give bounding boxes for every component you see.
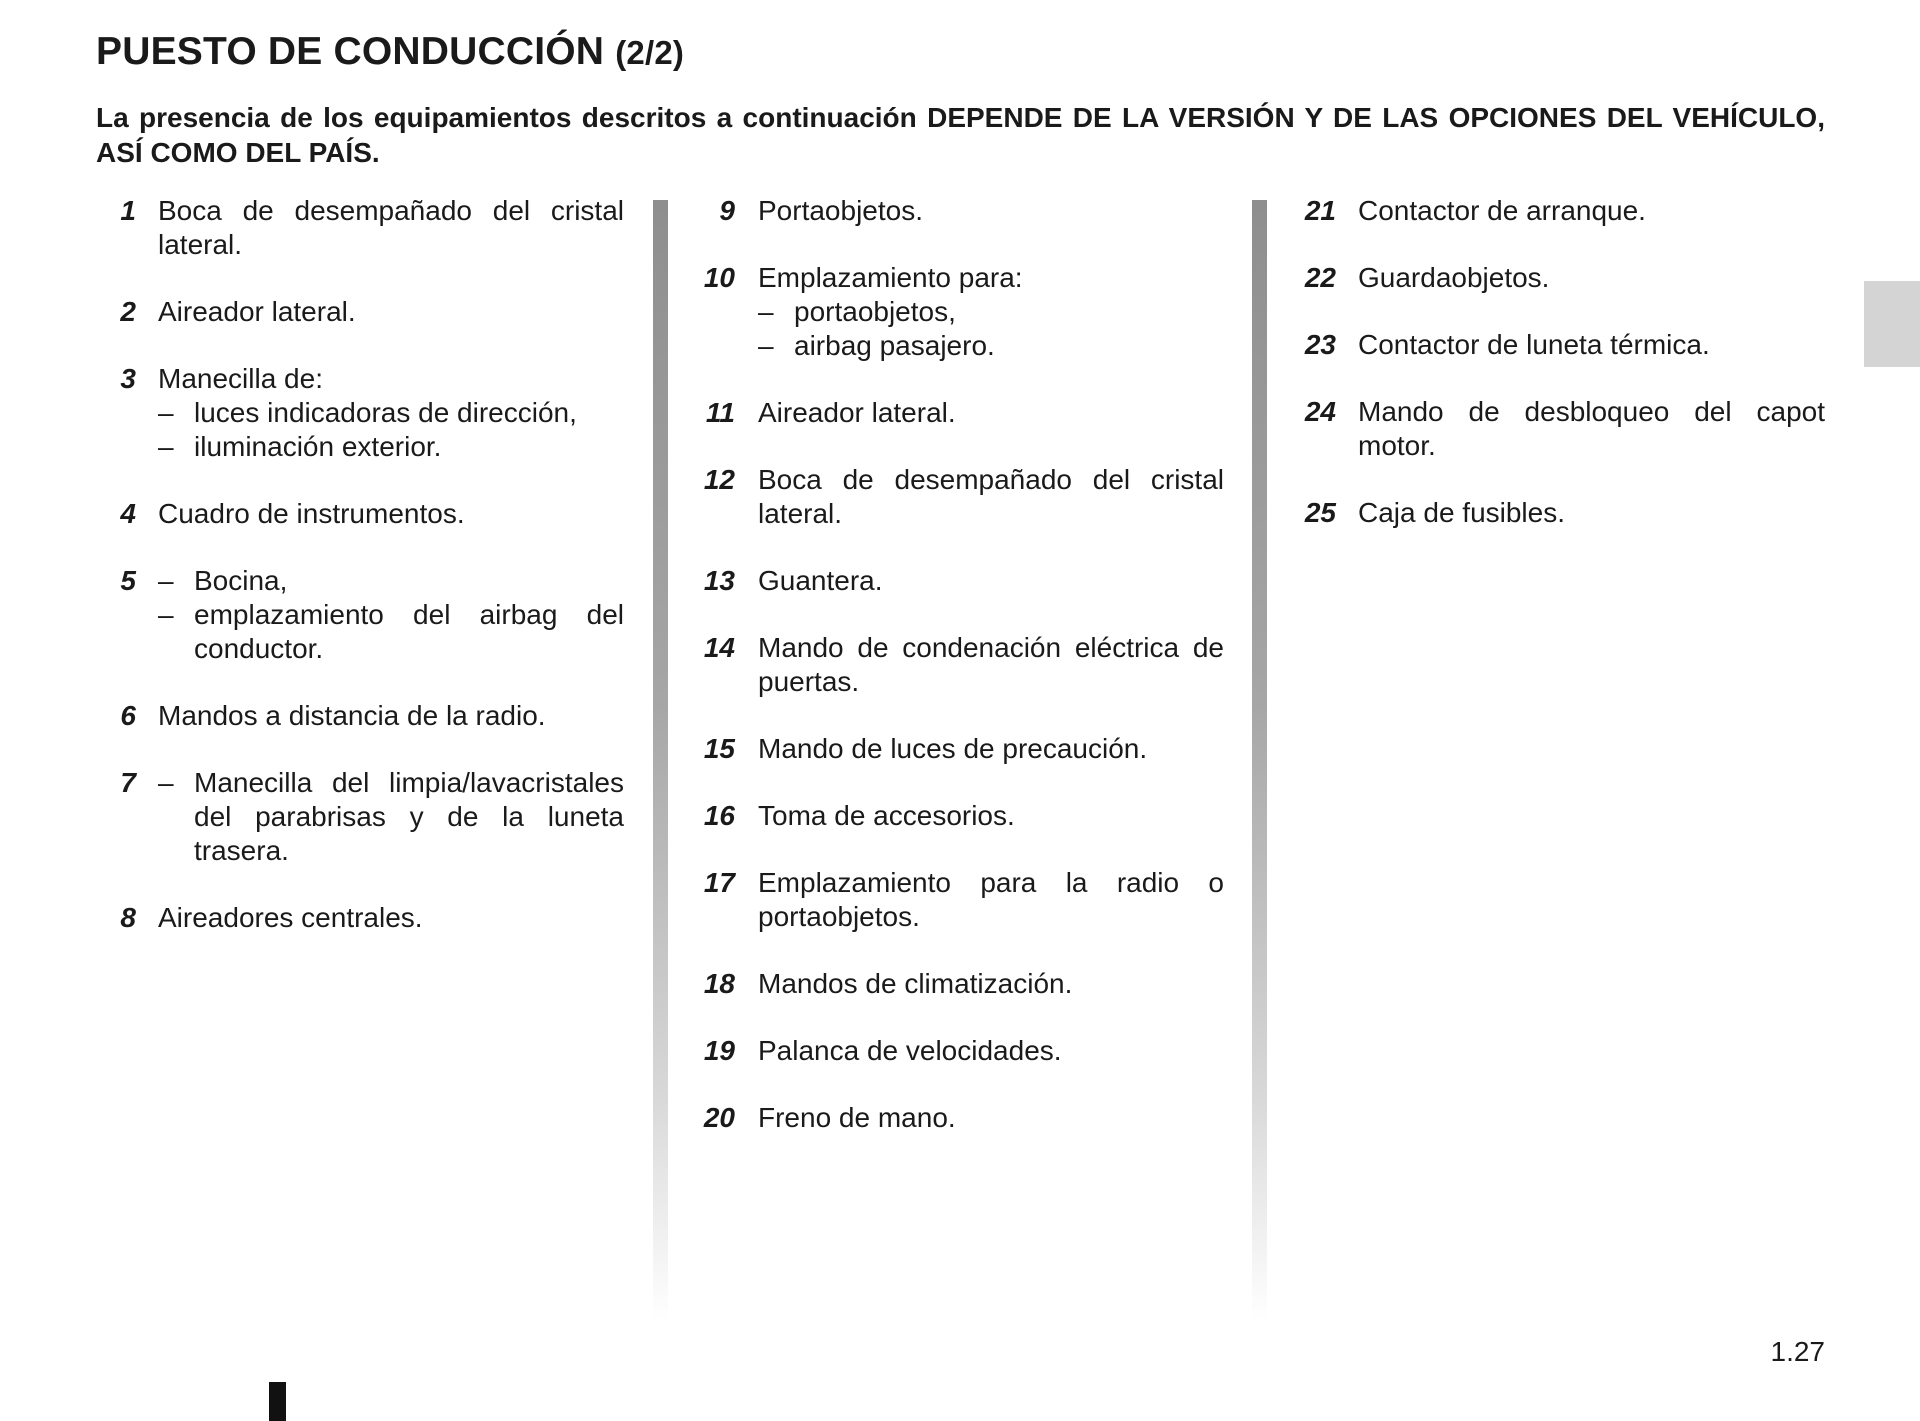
legend-item-number: 23 [1304, 329, 1336, 360]
legend-item-body [758, 799, 1224, 833]
page-title [96, 30, 684, 74]
legend-subitem [758, 295, 1224, 329]
legend-item [700, 463, 1224, 531]
legend-item-text: Freno de mano. [758, 1102, 956, 1133]
legend-item-text: Mandos a distancia de la radio. [158, 700, 546, 731]
legend-item-body [758, 631, 1224, 699]
legend-item-text: Mandos de climatización. [758, 968, 1073, 999]
legend-item-body [1358, 496, 1825, 530]
legend-item-body [158, 564, 624, 666]
legend-item [700, 396, 1224, 430]
legend-item [110, 564, 624, 666]
legend-item-body [758, 396, 1224, 430]
legend-item-body [1358, 194, 1825, 228]
legend-item-text: Aireadores centrales. [158, 902, 423, 933]
legend-item-text: Toma de accesorios. [758, 800, 1015, 831]
legend-item [110, 699, 624, 733]
legend-item-body [158, 901, 624, 935]
legend-item-text: Manecilla de: [158, 363, 323, 394]
legend-item-number: 8 [120, 902, 136, 933]
legend-item [1300, 496, 1825, 530]
legend-item-text: Emplazamiento para: [758, 262, 1023, 293]
legend-item-body [758, 1034, 1224, 1068]
legend-item-text: Palanca de velocidades. [758, 1035, 1062, 1066]
dash-bullet: – [758, 296, 774, 327]
legend-item-number: 1 [120, 195, 136, 226]
legend-subitem-text: iluminación exterior. [194, 431, 442, 462]
legend-item-number: 16 [703, 800, 735, 831]
legend-item-text: Contactor de luneta térmica. [1358, 329, 1710, 360]
legend-subitem-text: emplazamiento del airbag del conductor. [194, 599, 624, 664]
legend-item-body [758, 564, 1224, 598]
legend-item [110, 362, 624, 464]
dash-bullet: – [158, 767, 174, 798]
legend-item [1300, 194, 1825, 228]
legend-item-number: 9 [719, 195, 735, 226]
legend-item-number: 10 [703, 262, 735, 293]
legend-item-text: Contactor de arranque. [1358, 195, 1646, 226]
legend-item-number: 6 [120, 700, 136, 731]
legend-item-body [758, 194, 1224, 228]
legend-item [1300, 261, 1825, 295]
legend-item-text: Emplazamiento para la radio o portaobjetos. [758, 867, 1224, 932]
legend-item [110, 766, 624, 868]
legend-column-3 [1300, 194, 1825, 563]
legend-subitem-text: Bocina, [194, 565, 288, 596]
legend-item [110, 901, 624, 935]
legend-item-body [758, 732, 1224, 766]
legend-item-number: 13 [703, 565, 735, 596]
legend-item-number: 18 [703, 968, 735, 999]
dash-bullet: – [158, 431, 174, 462]
legend-item-body [758, 261, 1224, 363]
legend-item-body [758, 866, 1224, 934]
legend-item-number: 4 [120, 498, 136, 529]
legend-item-body [158, 362, 624, 464]
legend-item [700, 1101, 1224, 1135]
legend-item [1300, 395, 1825, 463]
legend-item-body [1358, 261, 1825, 295]
legend-item-text: Boca de desempañado del cristal lateral. [758, 464, 1224, 529]
legend-item-text: Portaobjetos. [758, 195, 923, 226]
legend-column-2 [700, 194, 1224, 1168]
page-title-main: PUESTO DE CONDUCCIÓN [96, 30, 605, 73]
section-tab [1864, 281, 1920, 367]
page-title-suffix: (2/2) [615, 34, 685, 71]
legend-item [700, 1034, 1224, 1068]
legend-item-body [158, 295, 624, 329]
legend-subitem-text: Manecilla del limpia/lavacristales del parabrisas y de la luneta trasera. [194, 767, 624, 866]
legend-item [110, 295, 624, 329]
legend-item [700, 866, 1224, 934]
legend-item [700, 261, 1224, 363]
legend-item [700, 799, 1224, 833]
legend-item-number: 24 [1304, 396, 1336, 427]
legend-item-text: Guardaobjetos. [1358, 262, 1550, 293]
legend-item-body [758, 1101, 1224, 1135]
legend-item-number: 5 [120, 565, 136, 596]
legend-item-text: Mando de desbloqueo del capot motor. [1358, 396, 1825, 461]
legend-item-number: 15 [703, 733, 735, 764]
legend-item-body [158, 194, 624, 262]
dash-bullet: – [158, 599, 174, 630]
legend-item-text: Mando de condenación eléctrica de puertas. [758, 632, 1224, 697]
legend-item-number: 20 [703, 1102, 735, 1133]
column-divider-2 [1252, 200, 1267, 1320]
legend-subitem-text: airbag pasajero. [794, 330, 995, 361]
legend-item-number: 11 [705, 397, 735, 428]
legend-item-body [158, 497, 624, 531]
legend-item [700, 631, 1224, 699]
dash-bullet: – [158, 565, 174, 596]
legend-item-text: Cuadro de instrumentos. [158, 498, 465, 529]
legend-item-number: 2 [120, 296, 136, 327]
legend-subitem [758, 329, 1224, 363]
legend-subitem [158, 598, 624, 666]
legend-subitem [158, 396, 624, 430]
dash-bullet: – [158, 397, 174, 428]
legend-item-number: 22 [1304, 262, 1336, 293]
legend-item-body [158, 766, 624, 868]
legend-item-body [1358, 328, 1825, 362]
legend-item-body [1358, 395, 1825, 463]
legend-item-text: Caja de fusibles. [1358, 497, 1566, 528]
legend-item-number: 19 [703, 1035, 735, 1066]
legend-item [110, 497, 624, 531]
legend-item-number: 12 [703, 464, 735, 495]
legend-subitem-text: portaobjetos, [794, 296, 956, 327]
legend-item-number: 17 [703, 867, 735, 898]
legend-item-text: Aireador lateral. [158, 296, 356, 327]
column-divider-1 [653, 200, 668, 1320]
legend-subitem [158, 766, 624, 868]
legend-item-number: 7 [120, 767, 136, 798]
legend-item [700, 194, 1224, 228]
dash-bullet: – [758, 330, 774, 361]
legend-subitem [158, 564, 624, 598]
legend-item-body [158, 699, 624, 733]
legend-item-text: Guantera. [758, 565, 883, 596]
legend-column-1 [110, 194, 624, 968]
intro-paragraph: La presencia de los equipamientos descritos a continuación DEPENDE DE LA VERSIÓN Y DE LAS OPCIONES DEL VEHÍCULO, ASÍ COMO DEL PAÍS. [96, 102, 1825, 168]
legend-item-number: 3 [120, 363, 136, 394]
legend-item [700, 564, 1224, 598]
print-mark [269, 1382, 286, 1421]
legend-item [1300, 328, 1825, 362]
legend-item-text: Aireador lateral. [758, 397, 956, 428]
page-number: 1.27 [1770, 1336, 1825, 1367]
legend-subitem [158, 430, 624, 464]
legend-subitem-text: luces indicadoras de dirección, [194, 397, 577, 428]
legend-item [700, 967, 1224, 1001]
legend-item [110, 194, 624, 262]
legend-item-number: 14 [703, 632, 735, 663]
legend-item-text: Boca de desempañado del cristal lateral. [158, 195, 624, 260]
legend-item-body [758, 967, 1224, 1001]
legend-item-text: Mando de luces de precaución. [758, 733, 1148, 764]
legend-item-body [758, 463, 1224, 531]
legend-item-number: 21 [1304, 195, 1336, 226]
legend-item-number: 25 [1304, 497, 1336, 528]
legend-item [700, 732, 1224, 766]
